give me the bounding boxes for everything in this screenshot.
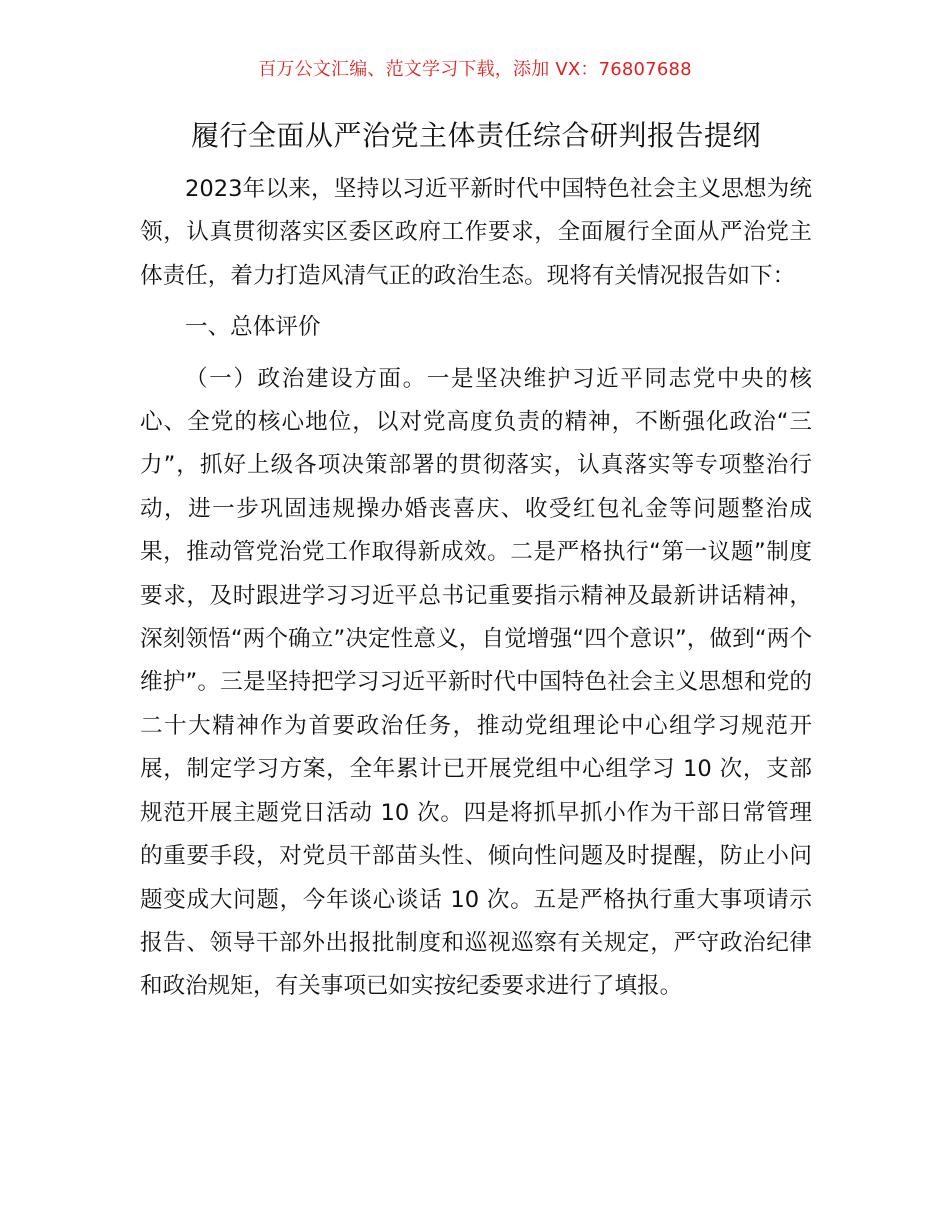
intro-paragraph: 2023年以来，坚持以习近平新时代中国特色社会主义思想为统领，认真贯彻落实区委区政府工作要求，全面履行全面从严治党主体责任，着力打造风清气正的政治生态。现将有关情况报告如下： <box>140 176 812 289</box>
section-heading: 一、总体评价 <box>185 314 321 341</box>
document-title: 履行全面从严治党主体责任综合研判报告提纲 <box>190 119 761 152</box>
watermark-banner: 百万公文汇编、范文学习下载，添加 VX：76807688 <box>258 59 692 80</box>
document-body <box>140 168 812 1009</box>
section-paragraph: （一）政治建设方面。一是坚决维护习近平同志党中央的核心、全党的核心地位，以对党高度负责的精神，不断强化政治“三力”，抓好上级各项决策部署的贯彻落实，认真落实等专项整治行动，进一步巩固违规操办婚丧喜庆、收受红包礼金等问题整治成果，推动管党治党工作取得新成效。二是严格执行“第一议题”制度要求，及时跟进学习习近平总书记重要指示精神及最新讲话精神，深刻领悟“两个确立”决定性意义，自觉增强“四个意识”，做到“两个维护”。三是坚持把学习习近平新时代中国特色社会主义思想和党的二十大精神作为首要政治任务，推动党组理论中心组学习规范开展，制定学习方案，全年累计已开展党组中心组学习 10 次，支部规范开展主题党日活动 10 次。四是将抓早抓小作为干部日常管理的重要手段，对党员干部苗头性、倾向性问题及时提醒，防止小问题变成大问题，今年谈心谈话 10 次。五是严格执行重大事项请示报告、领导干部外出报批制度和巡视巡察有关规定，严守政治纪律和政治规矩，有关事项已如实按纪委要求进行了填报。 <box>140 365 812 1000</box>
